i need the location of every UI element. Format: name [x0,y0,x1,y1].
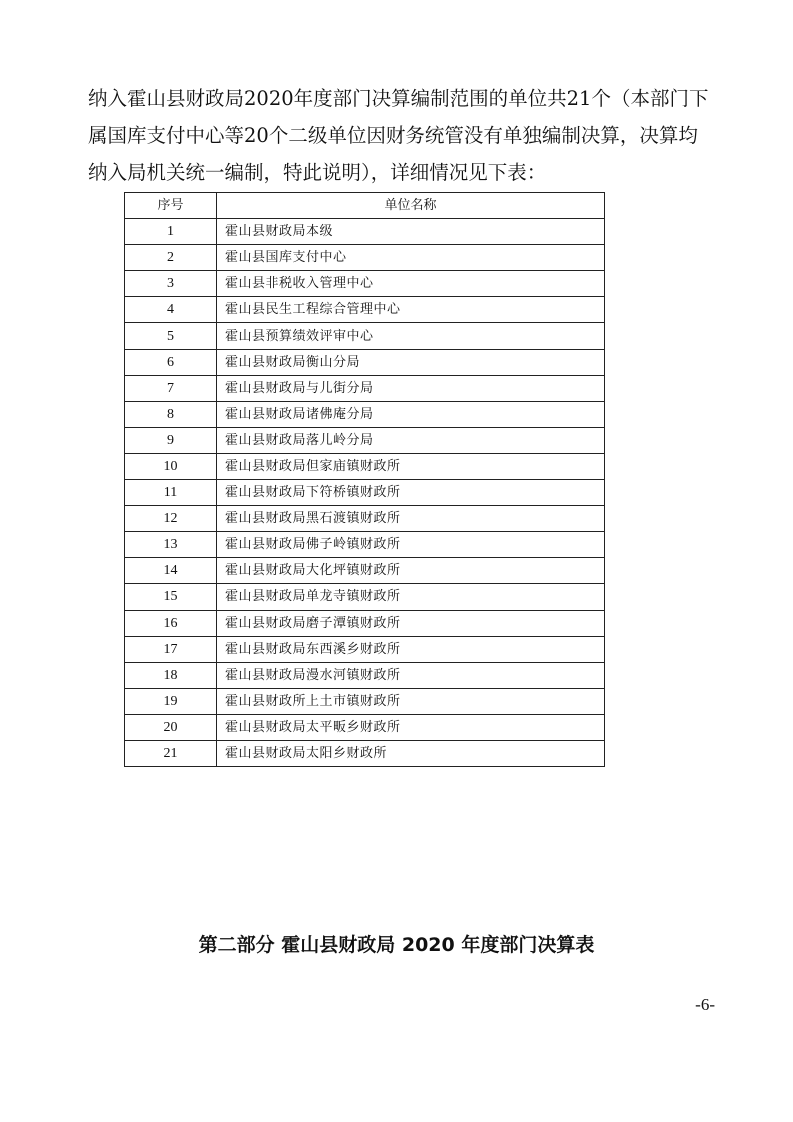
table-row [125,532,605,558]
table-row [125,349,605,375]
row-unit-name: 霍山县财政局单龙寺镇财政所 [217,584,605,610]
section-title: 第二部分 霍山县财政局 2020 年度部门决算表 [198,934,595,956]
table-row [125,662,605,688]
row-serial: 6 [125,349,217,375]
row-serial: 5 [125,323,217,349]
row-unit-name: 霍山县财政局磨子潭镇财政所 [217,610,605,636]
row-unit-name: 霍山县财政局衡山分局 [217,349,605,375]
row-unit-name: 霍山县财政局但家庙镇财政所 [217,453,605,479]
row-unit-name: 霍山县财政所上土市镇财政所 [217,688,605,714]
row-serial: 14 [125,558,217,584]
table-row [125,688,605,714]
row-serial: 9 [125,427,217,453]
row-unit-name: 霍山县财政局落儿岭分局 [217,427,605,453]
row-serial: 4 [125,297,217,323]
row-serial: 18 [125,662,217,688]
row-unit-name: 霍山县财政局下符桥镇财政所 [217,480,605,506]
intro-paragraph [88,80,712,191]
row-serial: 20 [125,714,217,740]
row-unit-name: 霍山县财政局大化坪镇财政所 [217,558,605,584]
table-row [125,427,605,453]
table-row [125,271,605,297]
row-serial: 11 [125,480,217,506]
row-unit-name: 霍山县预算绩效评审中心 [217,323,605,349]
intro-text: 纳入霍山县财政局2020年度部门决算编制范围的单位共21个（本部门下属国库支付中心等20个二级单位因财务统管没有单独编制决算，决算均纳入局机关统一编制，特此说明），详细情况见下表： [88,87,709,184]
page-number: -6- [695,995,715,1014]
row-unit-name: 霍山县非税收入管理中心 [217,271,605,297]
row-serial: 8 [125,401,217,427]
header-serial: 序号 [125,193,217,219]
row-unit-name: 霍山县财政局与儿街分局 [217,375,605,401]
table-row [125,506,605,532]
row-serial: 21 [125,740,217,766]
table-row [125,636,605,662]
table-row [125,740,605,766]
unit-table [124,192,605,767]
row-unit-name: 霍山县财政局漫水河镇财政所 [217,662,605,688]
row-unit-name: 霍山县财政局东西溪乡财政所 [217,636,605,662]
table-row [125,453,605,479]
row-serial: 1 [125,219,217,245]
row-unit-name: 霍山县财政局太平畈乡财政所 [217,714,605,740]
header-unit-name: 单位名称 [217,193,605,219]
row-unit-name: 霍山县民生工程综合管理中心 [217,297,605,323]
table-row [125,714,605,740]
table-row [125,323,605,349]
row-serial: 7 [125,375,217,401]
row-serial: 13 [125,532,217,558]
row-serial: 3 [125,271,217,297]
table-row [125,480,605,506]
row-serial: 17 [125,636,217,662]
row-unit-name: 霍山县财政局黑石渡镇财政所 [217,506,605,532]
row-serial: 12 [125,506,217,532]
table-row [125,375,605,401]
row-unit-name: 霍山县财政局本级 [217,219,605,245]
table-row [125,558,605,584]
row-serial: 15 [125,584,217,610]
table-row [125,219,605,245]
table-row [125,610,605,636]
row-serial: 16 [125,610,217,636]
row-unit-name: 霍山县财政局太阳乡财政所 [217,740,605,766]
table-header-row [125,193,605,219]
table-row [125,584,605,610]
row-unit-name: 霍山县财政局佛子岭镇财政所 [217,532,605,558]
row-serial: 10 [125,453,217,479]
row-serial: 19 [125,688,217,714]
row-unit-name: 霍山县财政局诸佛庵分局 [217,401,605,427]
row-serial: 2 [125,245,217,271]
table-row [125,245,605,271]
table-row [125,401,605,427]
table-body [125,219,605,767]
table-row [125,297,605,323]
row-unit-name: 霍山县国库支付中心 [217,245,605,271]
